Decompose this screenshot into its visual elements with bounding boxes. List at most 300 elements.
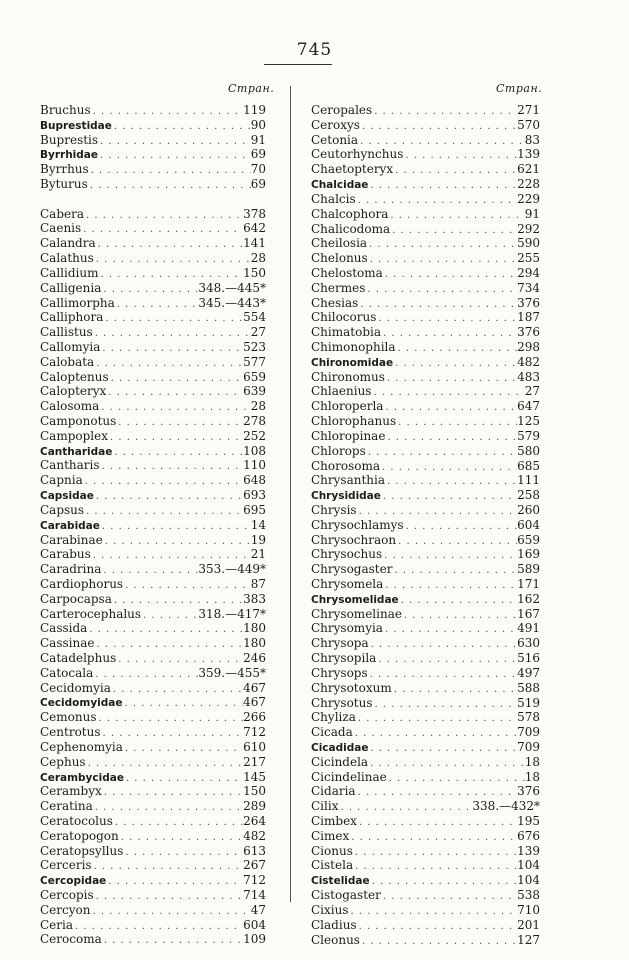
- entry-name: Chrysomela: [311, 577, 384, 591]
- index-entry: [40, 207, 266, 222]
- entry-page: 169: [517, 547, 540, 562]
- entry-name: Chrysogaster: [311, 562, 393, 577]
- dot-leader: [103, 312, 243, 327]
- entry-page: 87: [250, 576, 266, 591]
- entry-page: 264: [243, 813, 266, 828]
- index-entry: [311, 814, 540, 829]
- entry-page: 590: [517, 236, 540, 251]
- index-entry: [311, 725, 540, 740]
- entry-page: 516: [517, 651, 540, 666]
- index-entry: [311, 222, 540, 237]
- entry-page: 110: [243, 458, 266, 473]
- index-entry: [40, 133, 266, 148]
- index-entry: [311, 918, 540, 933]
- entry-name: Cimex: [311, 828, 350, 843]
- entry-name: Caenis: [40, 221, 82, 236]
- index-entry: [40, 577, 266, 592]
- index-entry: [311, 621, 540, 636]
- entry-name: Cassida: [40, 621, 88, 636]
- index-entry: [311, 651, 540, 666]
- entry-name: Chalcis: [311, 191, 356, 206]
- index-entry: [311, 355, 540, 370]
- entry-page: 378: [243, 206, 266, 221]
- entry-page: 229: [517, 191, 540, 206]
- entry-name: Chrysochlamys: [311, 517, 404, 532]
- entry-name: Cantharidae: [40, 445, 113, 458]
- dot-leader: [83, 475, 243, 490]
- entry-name: Chelonus: [311, 251, 368, 266]
- entry-name: Byrrhus: [40, 162, 89, 177]
- entry-page: 187: [517, 310, 540, 325]
- entry-name: Calathus: [40, 251, 94, 266]
- dot-leader: [349, 905, 518, 920]
- entry-page: 570: [517, 117, 540, 132]
- index-entry: [311, 888, 540, 903]
- entry-name: Cicindelinae: [311, 769, 387, 784]
- entry-name: Calopteryx: [40, 384, 107, 399]
- index-entry: [40, 488, 266, 503]
- dot-leader: [98, 149, 251, 164]
- entry-name: Byrrhidae: [40, 149, 99, 162]
- entry-page: 21: [250, 547, 266, 562]
- dot-leader: [365, 283, 517, 298]
- dot-leader: [371, 386, 524, 401]
- entry-page: 260: [517, 502, 540, 517]
- dot-leader: [141, 609, 198, 624]
- dot-leader: [399, 594, 517, 609]
- entry-name: Cistela: [311, 858, 354, 873]
- dot-leader: [360, 120, 517, 135]
- dot-leader: [396, 535, 517, 550]
- entry-page: 497: [517, 665, 540, 680]
- index-entry: [311, 177, 540, 192]
- index-entry: [40, 844, 266, 859]
- entry-name: Chalcidae: [311, 179, 369, 192]
- index-entry: [40, 681, 266, 696]
- entry-name: Callistus: [40, 325, 93, 340]
- entry-name: Chrysopila: [311, 651, 377, 666]
- entry-name: Cistogaster: [311, 888, 381, 903]
- entry-page: 523: [243, 339, 266, 354]
- dot-leader: [88, 179, 251, 194]
- entry-page: 695: [243, 502, 266, 517]
- entry-name: Cladius: [311, 917, 357, 932]
- dot-leader: [84, 209, 243, 224]
- entry-name: Ceropales: [311, 103, 373, 117]
- index-entry: [40, 666, 266, 681]
- index-entry: [311, 370, 540, 385]
- entry-name: Chrysomelidae: [311, 593, 399, 606]
- index-entry: [40, 429, 266, 444]
- dot-leader: [388, 209, 524, 224]
- dot-leader: [94, 890, 243, 905]
- entry-name: Chlaenius: [311, 384, 372, 399]
- dot-leader: [368, 179, 517, 194]
- entry-page: 589: [517, 562, 540, 577]
- entry-name: Chalcophora: [311, 206, 389, 221]
- dot-leader: [86, 757, 244, 772]
- index-entry: [40, 562, 266, 577]
- index-entry: [311, 399, 540, 414]
- entry-name: Chesias: [311, 295, 359, 310]
- dot-leader: [94, 253, 251, 268]
- entry-name: Cerambyx: [40, 784, 102, 799]
- entry-name: Cecidomyidae: [40, 697, 123, 710]
- dot-leader: [115, 298, 199, 313]
- entry-name: Camponotus: [40, 414, 117, 429]
- index-entry: [40, 414, 266, 429]
- entry-page: 712: [243, 873, 266, 888]
- index-entry: [40, 695, 266, 710]
- entry-name: Carterocephalus: [40, 606, 142, 621]
- index-entry: [311, 858, 540, 873]
- dot-leader: [383, 268, 517, 283]
- entry-page: 659: [517, 532, 540, 547]
- index-entry: [311, 710, 540, 725]
- entry-page: 659: [243, 369, 266, 384]
- entry-page: 482: [517, 354, 540, 369]
- index-entry: [40, 118, 266, 133]
- entry-name: Cercopidae: [40, 875, 107, 888]
- entry-name: Cilix: [311, 799, 339, 814]
- index-entry: [311, 503, 540, 518]
- entry-name: Cicindela: [311, 754, 369, 769]
- entry-name: Ceutorhynchus: [311, 147, 404, 162]
- dot-leader: [381, 327, 517, 342]
- entry-name: Chrysochus: [311, 547, 383, 562]
- dot-leader: [89, 164, 251, 179]
- entry-page: 491: [517, 621, 540, 636]
- entry-page: 167: [517, 606, 540, 621]
- dot-leader: [368, 253, 517, 268]
- entry-page: 127: [517, 932, 540, 947]
- dot-leader: [370, 875, 517, 890]
- index-entry: [40, 147, 266, 162]
- dot-leader: [123, 846, 243, 861]
- index-entry: [40, 858, 266, 873]
- entry-page: 141: [243, 236, 266, 251]
- entry-page: 621: [517, 162, 540, 177]
- entry-name: Cistelidae: [311, 875, 370, 888]
- entry-page: 91: [250, 132, 266, 147]
- entry-name: Cecidomyia: [40, 680, 111, 695]
- index-entry: [311, 296, 540, 311]
- index-entry: [311, 696, 540, 711]
- dot-leader: [392, 683, 517, 698]
- dot-leader: [404, 520, 518, 535]
- entry-page: 710: [517, 902, 540, 917]
- entry-page: 228: [517, 177, 540, 192]
- dot-leader: [366, 446, 517, 461]
- entry-name: Chrysomyia: [311, 621, 383, 636]
- dot-leader: [108, 431, 243, 446]
- dot-leader: [112, 446, 243, 461]
- entry-name: Cheilosia: [311, 236, 368, 251]
- index-entry: [311, 844, 540, 859]
- index-entry: [40, 399, 266, 414]
- dot-leader: [360, 935, 517, 950]
- dot-leader: [124, 772, 243, 787]
- dot-leader: [106, 875, 243, 890]
- entry-name: Chlorophanus: [311, 414, 397, 429]
- dot-leader: [367, 238, 517, 253]
- dot-leader: [383, 401, 517, 416]
- index-entry: [40, 547, 266, 562]
- entry-name: Calandra: [40, 236, 96, 251]
- entry-name: Bruchus: [40, 103, 91, 117]
- entry-page: 111: [517, 473, 540, 488]
- entry-page: 18: [524, 754, 540, 769]
- dot-leader: [103, 535, 251, 550]
- entry-page: 267: [243, 858, 266, 873]
- entry-page: 69: [250, 147, 266, 162]
- index-entry: [40, 162, 266, 177]
- index-entry: [40, 755, 266, 770]
- entry-name: Byturus: [40, 177, 88, 192]
- dot-leader: [368, 742, 517, 757]
- entry-name: Chrysochraon: [311, 532, 397, 547]
- entry-name: Buprestidae: [40, 119, 112, 132]
- dot-leader: [81, 223, 243, 238]
- entry-name: Caradrina: [40, 562, 102, 577]
- index-entry: [40, 621, 266, 636]
- entry-page: 125: [517, 414, 540, 429]
- entry-name: Carabinae: [40, 532, 103, 547]
- entry-page: 554: [243, 310, 266, 325]
- entry-page: 83: [524, 132, 540, 147]
- entry-name: Ceratopsyllus: [40, 843, 124, 858]
- dot-leader: [100, 342, 243, 357]
- index-entry: [311, 666, 540, 681]
- entry-name: Ceratopogon: [40, 828, 119, 843]
- dot-leader: [91, 105, 243, 120]
- dot-leader: [369, 638, 517, 653]
- dot-leader: [357, 816, 517, 831]
- page-number: 745: [296, 40, 333, 60]
- entry-name: Chrysops: [311, 665, 368, 680]
- index-entry: [311, 251, 540, 266]
- entry-name: Capnia: [40, 473, 83, 488]
- dot-leader: [385, 475, 517, 490]
- entry-name: Cidaria: [311, 784, 356, 799]
- entry-name: Cleonus: [311, 932, 360, 947]
- index-entry: [40, 888, 266, 903]
- entry-name: Cetonia: [311, 132, 359, 147]
- entry-page: 266: [243, 710, 266, 725]
- dot-leader: [94, 490, 243, 505]
- index-entry: [40, 873, 266, 888]
- dot-leader: [113, 816, 243, 831]
- dot-leader: [353, 860, 517, 875]
- entry-page: 647: [517, 399, 540, 414]
- dot-leader: [92, 860, 244, 875]
- index-entry: [311, 325, 540, 340]
- index-entry: [40, 236, 266, 251]
- dot-leader: [390, 224, 517, 239]
- dot-leader: [111, 683, 243, 698]
- dot-leader: [98, 135, 251, 150]
- index-entry: [311, 473, 540, 488]
- dot-leader: [383, 623, 517, 638]
- index-entry: [311, 740, 540, 755]
- dot-leader: [84, 505, 243, 520]
- entry-page: 139: [517, 147, 540, 162]
- entry-page: 91: [524, 206, 540, 221]
- index-entry: [40, 251, 266, 266]
- dot-leader: [123, 697, 244, 712]
- entry-page: 278: [243, 414, 266, 429]
- entry-page: 27: [250, 325, 266, 340]
- entry-page: 338.—432*: [472, 799, 540, 814]
- entry-name: Cantharis: [40, 458, 100, 473]
- index-entry: [311, 488, 540, 503]
- entry-page: 171: [517, 577, 540, 591]
- index-entry: [40, 325, 266, 340]
- column-divider: [290, 86, 291, 902]
- entry-name: Chironomidae: [311, 356, 394, 369]
- entry-name: Chyliza: [311, 710, 356, 725]
- entry-name: Callomyia: [40, 339, 101, 354]
- entry-page: 28: [250, 399, 266, 414]
- entry-page: 693: [243, 488, 266, 503]
- index-entry: [311, 903, 540, 918]
- entry-name: Cardiophorus: [40, 576, 124, 591]
- entry-page: 18: [524, 769, 540, 784]
- entry-name: Cabera: [40, 206, 85, 221]
- entry-page: 580: [517, 443, 540, 458]
- entry-name: Chermes: [311, 280, 366, 295]
- dot-leader: [349, 831, 517, 846]
- index-entry: [40, 592, 266, 607]
- dot-leader: [381, 890, 517, 905]
- index-entry: [40, 296, 266, 311]
- dot-leader: [385, 372, 517, 387]
- entry-page: 47: [250, 902, 266, 917]
- entry-page: 119: [243, 103, 266, 117]
- entry-page: 162: [517, 591, 540, 606]
- entry-name: Cimbex: [311, 814, 357, 828]
- dot-leader: [392, 564, 517, 579]
- entry-page: 69: [250, 177, 266, 192]
- dot-leader: [100, 520, 251, 535]
- entry-name: Cionus: [311, 843, 353, 858]
- index-entry: [40, 370, 266, 385]
- index-entry: [311, 192, 540, 207]
- entry-page: 104: [517, 858, 540, 873]
- dot-leader: [102, 934, 243, 949]
- dot-leader: [373, 698, 518, 713]
- dot-leader: [100, 460, 244, 475]
- dot-leader: [102, 786, 243, 801]
- entry-name: Calligenia: [40, 280, 102, 295]
- dot-leader: [99, 401, 250, 416]
- entry-page: 538: [517, 888, 540, 903]
- entry-name: Chloropinae: [311, 428, 386, 443]
- dot-leader: [402, 609, 517, 624]
- entry-page: 712: [243, 725, 266, 740]
- index-entry: [40, 814, 266, 829]
- index-entry: [311, 577, 540, 592]
- entry-name: Campoplex: [40, 428, 109, 443]
- dot-leader: [338, 801, 472, 816]
- index-entry: [311, 162, 540, 177]
- index-entry: [40, 458, 266, 473]
- entry-page: 201: [517, 917, 540, 932]
- entry-page: 289: [243, 799, 266, 814]
- entry-page: 709: [517, 739, 540, 754]
- entry-name: Chrysopa: [311, 636, 369, 651]
- entry-name: Cerocoma: [40, 932, 102, 947]
- index-entry: [311, 444, 540, 459]
- entry-name: Cerambycidae: [40, 771, 124, 784]
- dot-leader: [396, 342, 518, 357]
- entry-page: 578: [517, 710, 540, 725]
- dot-leader: [94, 638, 243, 653]
- entry-page: 195: [517, 814, 540, 828]
- index-entry: [311, 799, 540, 814]
- entry-page: 139: [517, 843, 540, 858]
- entry-page: 348.—445*: [198, 280, 266, 295]
- index-entry: [40, 310, 266, 325]
- entry-name: Carpocapsa: [40, 591, 112, 606]
- dot-leader: [116, 416, 243, 431]
- index-entry: [311, 133, 540, 148]
- entry-page: 90: [250, 117, 266, 132]
- index-entry: [311, 118, 540, 133]
- entry-name: Chrysotoxum: [311, 680, 392, 695]
- dot-leader: [368, 757, 525, 772]
- entry-name: Chorosoma: [311, 458, 381, 473]
- entry-name: Chironomus: [311, 369, 385, 384]
- left-column-header: Стран.: [228, 82, 275, 95]
- entry-name: Callimorpha: [40, 295, 115, 310]
- index-entry: [311, 562, 540, 577]
- entry-name: Calliphora: [40, 310, 104, 325]
- entry-name: Chimatobia: [311, 325, 382, 340]
- index-entry: [40, 281, 266, 296]
- index-entry: [311, 784, 540, 799]
- index-entry: [40, 473, 266, 488]
- index-entry: [311, 681, 540, 696]
- entry-name: Chlorops: [311, 443, 366, 458]
- entry-page: 70: [250, 162, 266, 177]
- entry-name: Chloroperla: [311, 399, 384, 414]
- entry-name: Calobata: [40, 354, 95, 369]
- entry-name: Ceroxys: [311, 117, 360, 132]
- entry-page: 467: [243, 695, 266, 710]
- dot-leader: [112, 120, 251, 135]
- entry-name: Cicadidae: [311, 741, 369, 754]
- dot-leader: [358, 298, 517, 313]
- entry-name: Chelostoma: [311, 265, 383, 280]
- index-entry: [311, 310, 540, 325]
- dot-leader: [387, 772, 525, 787]
- index-entry: [40, 503, 266, 518]
- index-entry: [40, 266, 266, 281]
- entry-page: 376: [517, 295, 540, 310]
- entry-page: 642: [243, 221, 266, 236]
- entry-name: Cephus: [40, 754, 86, 769]
- index-entry: [40, 221, 266, 236]
- entry-name: Cassinae: [40, 636, 95, 651]
- dot-leader: [357, 920, 518, 935]
- dot-leader: [381, 490, 517, 505]
- entry-page: 709: [517, 725, 540, 740]
- index-entry: [40, 444, 266, 459]
- entry-page: 648: [243, 473, 266, 488]
- dot-leader: [106, 386, 243, 401]
- index-entry: [40, 710, 266, 725]
